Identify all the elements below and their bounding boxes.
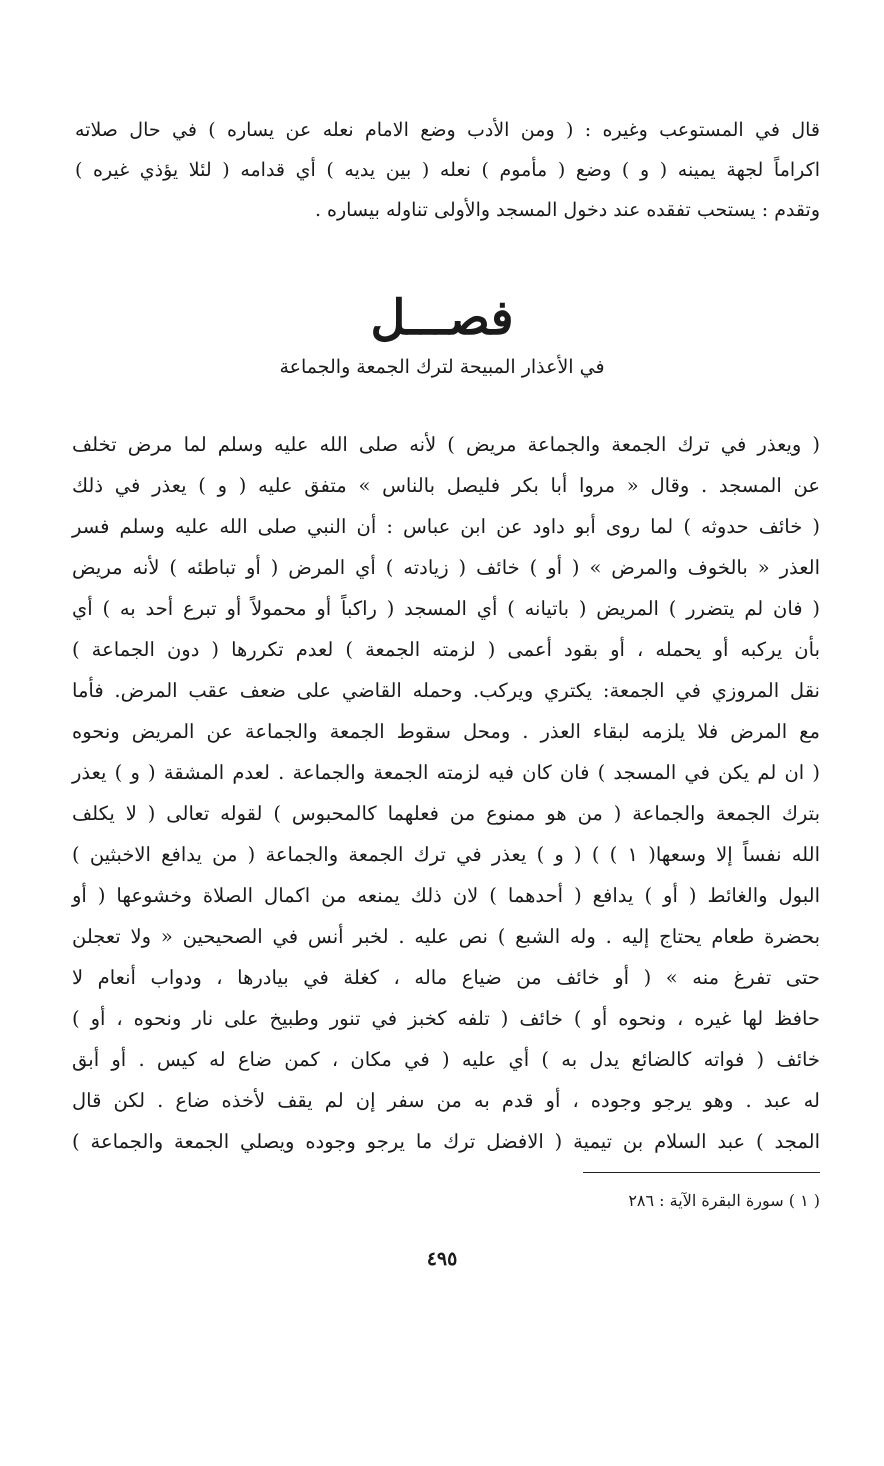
footnote-divider [583, 1172, 820, 1173]
body-line: المجد ) عبد السلام بن تيمية ( الافضل ترك ما يرجو وجوده ويصلي الجمعة والجماعة ) [72, 1130, 820, 1153]
section-title: فصـــل [370, 290, 514, 346]
body-line: مع المرض فلا يلزمه لبقاء العذر . ومحل سقوط الجمعة والجماعة عن المريض ونحوه [72, 720, 820, 743]
intro-line: قال في المستوعب وغيره : ( ومن الأدب وضع الامام نعله عن يساره ) في حال صلاته [75, 119, 820, 141]
body-line: بحضرة طعام يحتاج إليه . وله الشبع ) نص عليه . لخبر أنس في الصحيحين « ولا تعجلن [72, 925, 820, 948]
footnote: ( ١ ) سورة البقرة الآية : ٢٨٦ [628, 1191, 820, 1210]
body-line: بأن يركبه أو يحمله ، أو بقود أعمى ( لزمته الجمعة ) لعدم تكررها ( دون الجماعة ) [72, 638, 820, 661]
body-line: الله نفساً إلا وسعها( ١ ) ) ( و ) يعذر في ترك الجمعة والجماعة ( من يدافع الاخبثين ) [72, 843, 820, 866]
section-subtitle: في الأعذار المبيحة لترك الجمعة والجماعة [279, 356, 605, 378]
body-line: ( فان لم يتضرر ) المريض ( باتيانه ) أي المسجد ( راكباً أو محمولاً أو تبرع أحد به ) أي [72, 597, 820, 620]
intro-line: وتقدم : يستحب تفقده عند دخول المسجد والأولى تناوله بيساره . [314, 199, 820, 221]
body-line: له عبد . وهو يرجو وجوده ، أو قدم به من سفر إن لم يقف لأخذه ضاع . لكن قال [72, 1089, 820, 1112]
body-line: ( ويعذر في ترك الجمعة والجماعة مريض ) لأنه صلى الله عليه وسلم لما مرض تخلف [72, 433, 820, 456]
body-line: حافظ لها غيره ، ونحوه أو ) خائف ( تلفه كخبز في تنور وطبيخ على نار ونحوه ، أو ) [72, 1007, 820, 1030]
body-line: ( خائف حدوثه ) لما روى أبو داود عن ابن عباس : أن النبي صلى الله عليه وسلم فسر [72, 515, 820, 538]
section-heading [0, 288, 884, 380]
body-line: خائف ( فواته كالضائع يدل به ) أي عليه ( في مكان ، كمن ضاع له كيس . أو أبق [72, 1048, 820, 1071]
body-line: العذر « بالخوف والمرض » ( أو ) خائف ( زيادته ) أي المرض ( أو تباطئه ) لأنه مريض [72, 556, 820, 579]
body-line: ( ان لم يكن في المسجد ) فان كان فيه لزمته الجمعة والجماعة . لعدم المشقة ( و ) يعذر [72, 761, 820, 784]
body-line: بترك الجمعة والجماعة ( من هو ممنوع من فعلهما كالمحبوس ) لقوله تعالى ( لا يكلف [72, 802, 820, 825]
body-line: عن المسجد . وقال « مروا أبا بكر فليصل بالناس » متفق عليه ( و ) يعذر في ذلك [72, 474, 820, 497]
body-line: حتى تفرغ منه » ( أو خائف من ضياع ماله ، كغلة في بيادرها ، ودواب أنعام لا [72, 966, 820, 989]
intro-line: اكراماً لجهة يمينه ( و ) وضع ( مأموم ) نعله ( بين يديه ) أي قدامه ( لئلا يؤذي غيره ) [75, 159, 820, 181]
body-line: البول والغائط ( أو ) يدافع ( أحدهما ) لان ذلك يمنعه من اكمال الصلاة وخشوعها ( أو [72, 884, 820, 907]
page-number: ٤٩٥ [426, 1248, 458, 1270]
body-line: نقل المروزي في الجمعة: يكتري ويركب. وحمله القاضي على ضعف عقب المرض. فأما [72, 679, 820, 702]
